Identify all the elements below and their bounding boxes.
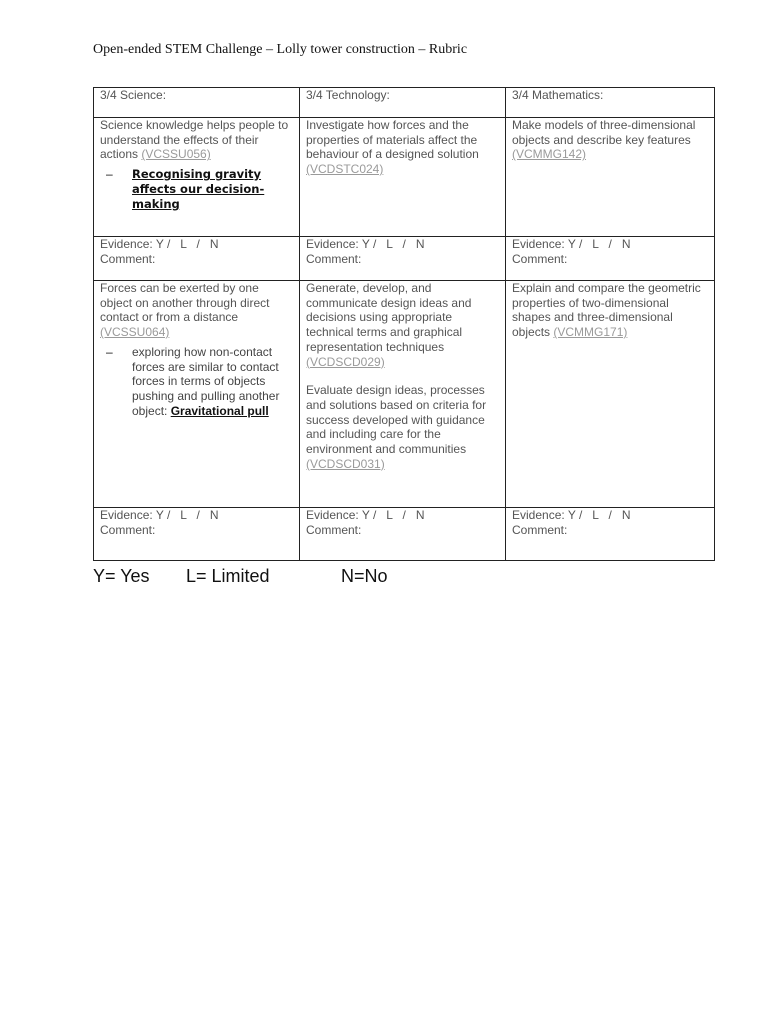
science-code-2[interactable]: (VCSSU064) (100, 325, 170, 340)
mathematics-code-2[interactable]: (VCMMG171) (553, 325, 628, 340)
legend-no: N=No (341, 566, 388, 586)
header-row (94, 88, 715, 118)
evidence-row-2 (94, 508, 715, 561)
evidence-label: Evidence: Y / L / N (306, 237, 425, 251)
header-technology: 3/4 Technology: (300, 88, 506, 118)
science-bullet-2-bold: Gravitational pull (170, 403, 269, 418)
evidence-label: Evidence: Y / L / N (306, 508, 425, 522)
science-bullet-1-text: Recognising gravity affects our decision-making (132, 167, 265, 211)
descriptor-row-1 (94, 118, 715, 237)
rating-legend (93, 566, 388, 587)
technology-code-1[interactable]: (VCDSTC024) (306, 162, 384, 177)
mathematics-evidence-1 (506, 237, 715, 281)
evidence-label: Evidence: Y / L / N (100, 237, 219, 251)
comment-label: Comment: (512, 522, 568, 537)
comment-label: Comment: (100, 522, 156, 537)
cell-divider (483, 280, 505, 281)
technology-descriptor-1-text: Investigate how forces and the properties of materials affect the behaviour of a designed solution (306, 118, 479, 162)
science-evidence-1 (94, 237, 300, 281)
mathematics-evidence-2 (506, 508, 715, 561)
mathematics-descriptor-1 (506, 118, 715, 237)
science-descriptor-2-text: Forces can be exerted by one object on another through direct contact or from a distance (100, 281, 270, 325)
science-bullet-2 (106, 345, 293, 419)
technology-descriptor-2 (300, 281, 506, 508)
science-descriptor-1 (94, 118, 300, 237)
science-code-1[interactable]: (VCSSU056) (141, 147, 211, 162)
dash-bullet-icon: – (106, 167, 113, 182)
evidence-label: Evidence: Y / L / N (512, 237, 631, 251)
descriptor-row-2 (94, 281, 715, 508)
document-title: Open-ended STEM Challenge – Lolly tower construction – Rubric (93, 42, 468, 57)
rubric-table (93, 87, 715, 561)
technology-evidence-1 (300, 237, 506, 281)
evidence-label: Evidence: Y / L / N (512, 508, 631, 522)
header-mathematics: 3/4 Mathematics: (506, 88, 715, 118)
cell-divider (277, 280, 299, 281)
mathematics-descriptor-2 (506, 281, 715, 508)
comment-label: Comment: (512, 251, 568, 266)
technology-descriptor-2-text: Generate, develop, and communicate design ideas and decisions using appropriate technical terms and graphical representation techniques (306, 281, 472, 354)
technology-code-2[interactable]: (VCDSCD029) (306, 354, 385, 369)
technology-code-3[interactable]: (VCDSCD031) (306, 456, 385, 471)
evidence-label: Evidence: Y / L / N (100, 508, 219, 522)
cell-divider (664, 280, 714, 281)
technology-descriptor-2b (306, 383, 499, 471)
legend-yes: Y= Yes (93, 566, 150, 586)
comment-label: Comment: (100, 251, 156, 266)
mathematics-descriptor-2-text: Explain and compare the geometric properties of two-dimensional shapes and three-dimensional objects (512, 281, 701, 340)
comment-label: Comment: (306, 251, 362, 266)
science-bullet-2-text (132, 345, 293, 419)
technology-descriptor-2b-text: Evaluate design ideas, processes and solutions based on criteria for success developed with guidance and including care for the environment and communities (306, 383, 487, 457)
science-descriptor-1-text: Science knowledge helps people to understand the effects of their actions (100, 118, 289, 162)
technology-evidence-2 (300, 508, 506, 561)
dash-bullet-icon: – (106, 344, 113, 359)
mathematics-code-1[interactable]: (VCMMG142) (512, 147, 587, 162)
science-bullet-2-body: exploring how non-contact forces are similar to contact forces in terms of objects pushing and pulling another object: (132, 344, 280, 418)
mathematics-descriptor-1-text: Make models of three-dimensional objects and describe key features (512, 118, 696, 147)
legend-limited: L= Limited (186, 566, 270, 586)
comment-label: Comment: (306, 522, 362, 537)
evidence-row-1 (94, 237, 715, 281)
science-descriptor-2 (94, 281, 300, 508)
science-bullet-1 (106, 167, 293, 211)
science-evidence-2 (94, 508, 300, 561)
technology-descriptor-1 (300, 118, 506, 237)
header-science: 3/4 Science: (94, 88, 300, 118)
